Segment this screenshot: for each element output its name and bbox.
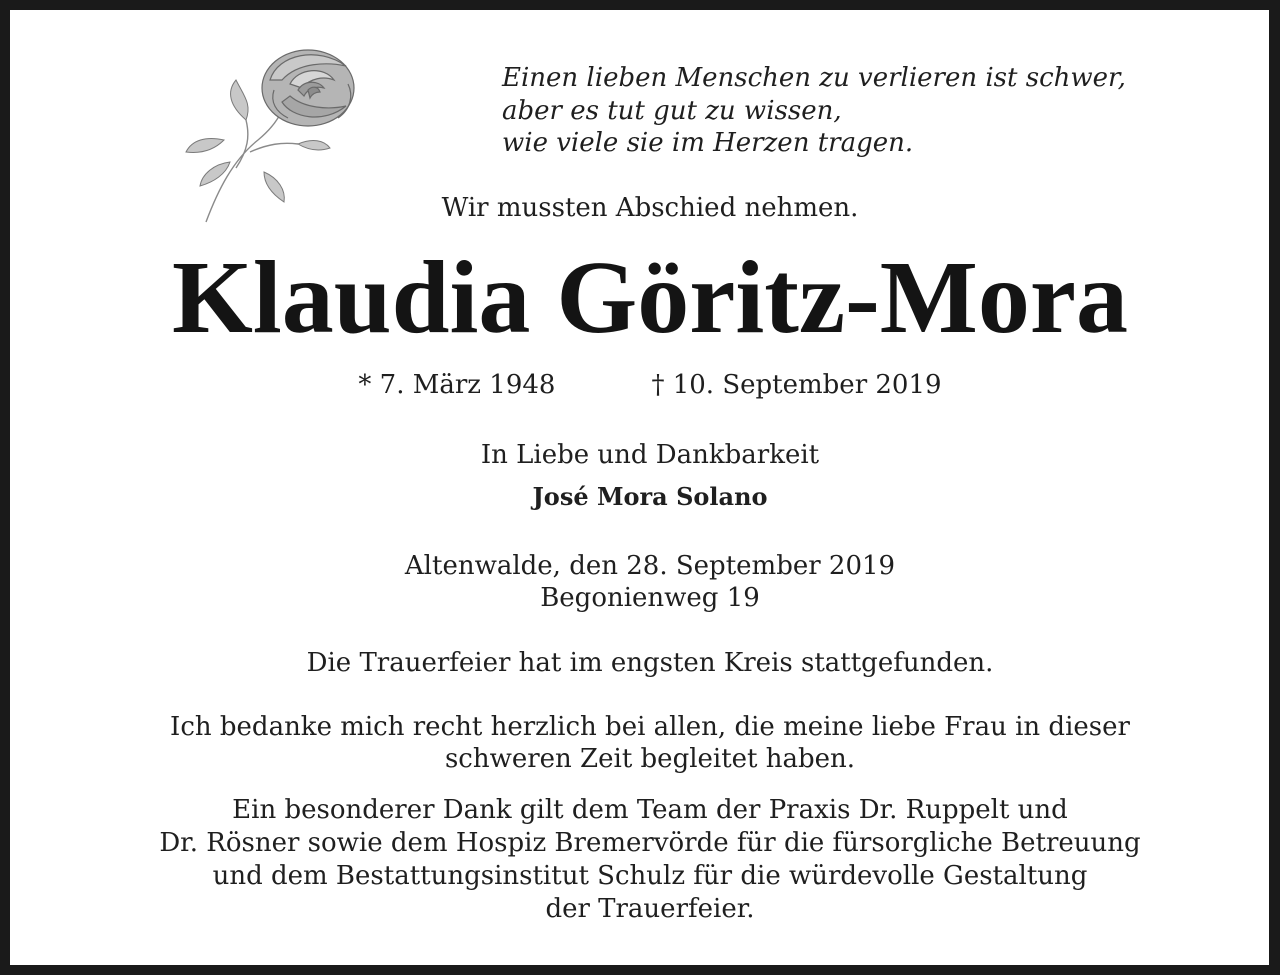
widower-name: José Mora Solano bbox=[532, 482, 768, 511]
poem-line: aber es tut gut zu wissen, bbox=[502, 95, 842, 126]
farewell-line: Wir mussten Abschied nehmen. bbox=[441, 193, 859, 223]
birth-date: * 7. März 1948 bbox=[358, 370, 556, 400]
death-date: † 10. September 2019 bbox=[651, 370, 942, 400]
poem bbox=[502, 62, 1262, 160]
thanks-special bbox=[10, 794, 1280, 926]
life-dates bbox=[10, 370, 1280, 400]
thanks-line: Dr. Rösner sowie dem Hospiz Bremervörde für die fürsorgliche Betreuung bbox=[159, 828, 1141, 858]
love-line: In Liebe und Dankbarkeit bbox=[480, 440, 820, 470]
thanks-general bbox=[10, 711, 1280, 775]
poem-line: Einen lieben Menschen zu verlieren ist schwer, bbox=[502, 63, 1126, 93]
thanks-line: und dem Bestattungsinstitut Schulz für die würdevolle Gestaltung bbox=[212, 861, 1088, 891]
thanks-line: schweren Zeit begleitet haben. bbox=[444, 744, 856, 774]
thanks-line: der Trauerfeier. bbox=[545, 894, 755, 924]
address: Begonienweg 19 bbox=[540, 583, 760, 613]
ceremony-note: Die Trauerfeier hat im engsten Kreis stattgefunden. bbox=[306, 648, 994, 678]
thanks-line: Ich bedanke mich recht herzlich bei allen, die meine liebe Frau in dieser bbox=[170, 712, 1130, 742]
deceased-name: Klaudia Göritz-Mora bbox=[171, 240, 1129, 355]
thanks-line: Ein besonderer Dank gilt dem Team der Praxis Dr. Ruppelt und bbox=[232, 795, 1068, 825]
place-date: Altenwalde, den 28. September 2019 bbox=[404, 551, 896, 581]
poem-line: wie viele sie im Herzen tragen. bbox=[502, 128, 914, 158]
